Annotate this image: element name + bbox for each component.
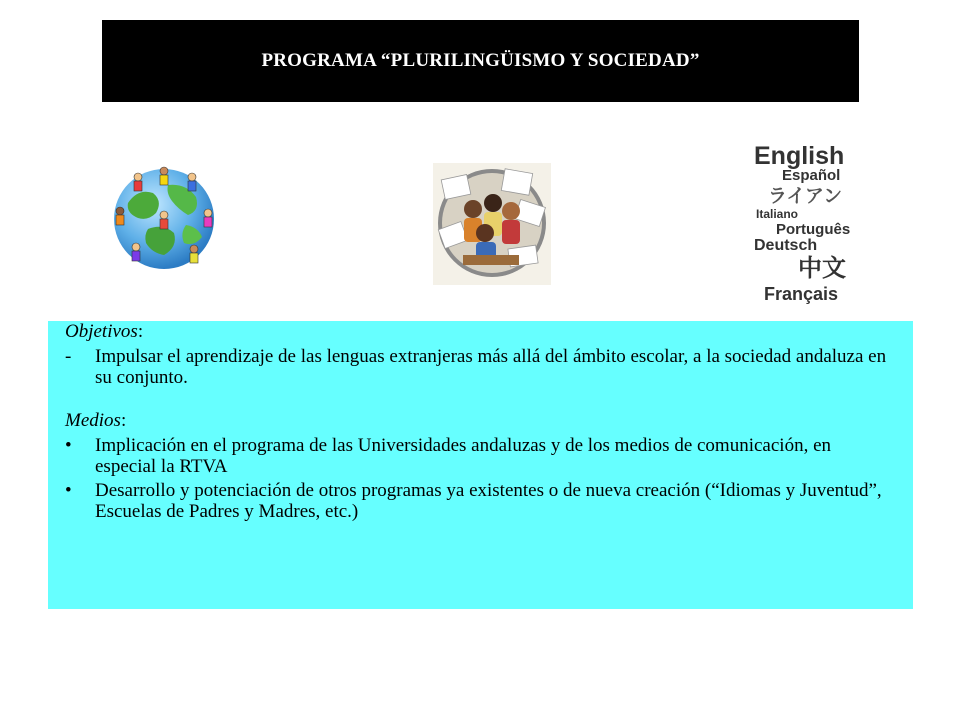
medio-text: Implicación en el programa de las Universidades andaluzas y de los medios de comunicación, en especial la RTVA xyxy=(95,435,831,477)
classroom-children-image xyxy=(433,163,551,285)
slide-title: PROGRAMA “PLURILINGÜISMO Y SOCIEDAD” xyxy=(261,50,700,71)
medios-heading xyxy=(65,410,893,432)
list-item xyxy=(65,435,893,477)
objetivos-heading-text: Objetivos xyxy=(65,321,138,342)
medios-list xyxy=(65,435,893,522)
lang-chinese: 中文 xyxy=(798,255,846,282)
dash-marker: - xyxy=(65,346,72,367)
lang-italiano: Italiano xyxy=(756,207,799,221)
lang-portugues: Português xyxy=(776,221,851,238)
objetivos-heading-colon: : xyxy=(137,321,144,342)
languages-words-image xyxy=(750,136,870,308)
lang-english: English xyxy=(754,142,845,170)
objetivo-text: Impulsar el aprendizaje de las lenguas extranjeras más allá del ámbito escolar, a la sociedad andaluza en su conjunto. xyxy=(95,346,887,388)
list-item xyxy=(65,480,893,522)
bullet-marker: • xyxy=(65,480,72,501)
list-item xyxy=(65,346,893,388)
medio-text: Desarrollo y potenciación de otros programas ya existentes o de nueva creación (“Idiomas y Juventud”, Escuelas de Padres y Madres, etc.) xyxy=(95,480,882,522)
lang-francais: Français xyxy=(764,284,839,304)
lang-espanol: Español xyxy=(782,167,841,184)
content-panel xyxy=(48,321,913,609)
bullet-marker: • xyxy=(65,435,72,456)
objetivos-heading xyxy=(65,321,893,343)
globe-people-image xyxy=(108,163,220,271)
medios-heading-text: Medios xyxy=(65,410,121,431)
title-banner xyxy=(102,20,859,102)
medios-heading-colon: : xyxy=(120,410,127,431)
lang-deutsch: Deutsch xyxy=(754,237,818,254)
objetivos-list xyxy=(65,346,893,388)
lang-japanese: ライアン xyxy=(768,186,843,207)
